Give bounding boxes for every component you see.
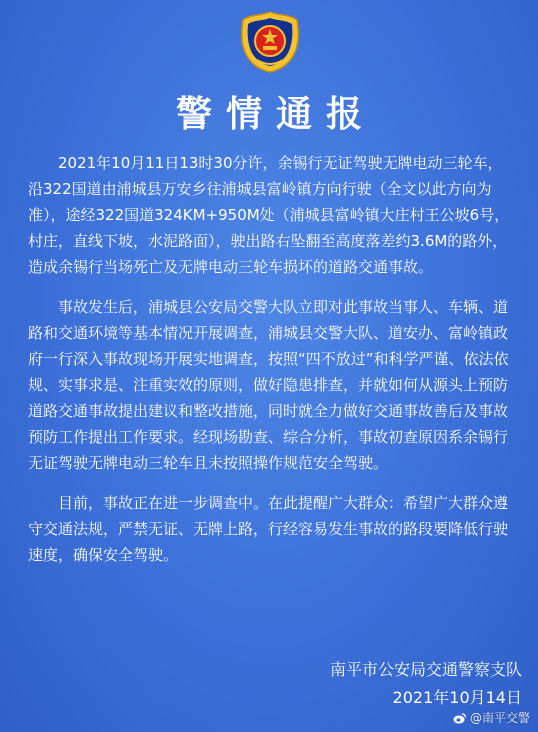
notice-paragraph: 2021年10月11日13时30分许，余锡行无证驾驶无牌电动三轮车，沿322国道由浦城县万安乡往浦城县富岭镇方向行驶（全文以此方向为准），途经322国道324KM+950M处（浦城县富岭镇大庄村王公坡6号，村庄，直线下坡，水泥路面），驶出路右坠翻至高度落差约3.6M的路外，造成余锡行当场死亡及无牌电动三轮车损坏的道路交通事故。 — [28, 154, 510, 276]
signature-block — [330, 656, 522, 712]
police-emblem-icon — [239, 10, 301, 74]
signature-org: 南平市公安局交通警察支队 — [329, 660, 522, 679]
signature-date: 2021年10月14日 — [392, 688, 522, 707]
notice-body — [28, 150, 514, 582]
notice-paragraph: 事故发生后，浦城县公安局交警大队立即对此事故当事人、车辆、道路和交通环境等基本情况开展调查，浦城县交警大队、道安办、富岭镇政府一行深入事故现场开展实地调查，按照“四不放过”和科学严谨、依法依规、实事求是、注重实效的原则，做好隐患排查，并就如何从源头上预防道路交通事故提出建议和整改措施，同时就全力做好交通事故善后及事故预防工作提出工作要求。经现场勘查、综合分析，事故初查原因系余锡行无证驾驶无牌电动三轮车且未按照操作规范安全驾驶。 — [28, 298, 509, 472]
weibo-icon — [453, 712, 467, 724]
notice-paragraph: 目前，事故正在进一步调查中。在此提醒广大群众：希望广大群众遵守交通法规，严禁无证、无牌上路，行经容易发生事故的路段要降低行驶速度，确保安全驾驶。 — [28, 494, 509, 564]
notice-title: 警情通报 — [175, 94, 376, 135]
watermark-text: @南平交警 — [469, 711, 530, 725]
weibo-watermark — [453, 709, 530, 726]
